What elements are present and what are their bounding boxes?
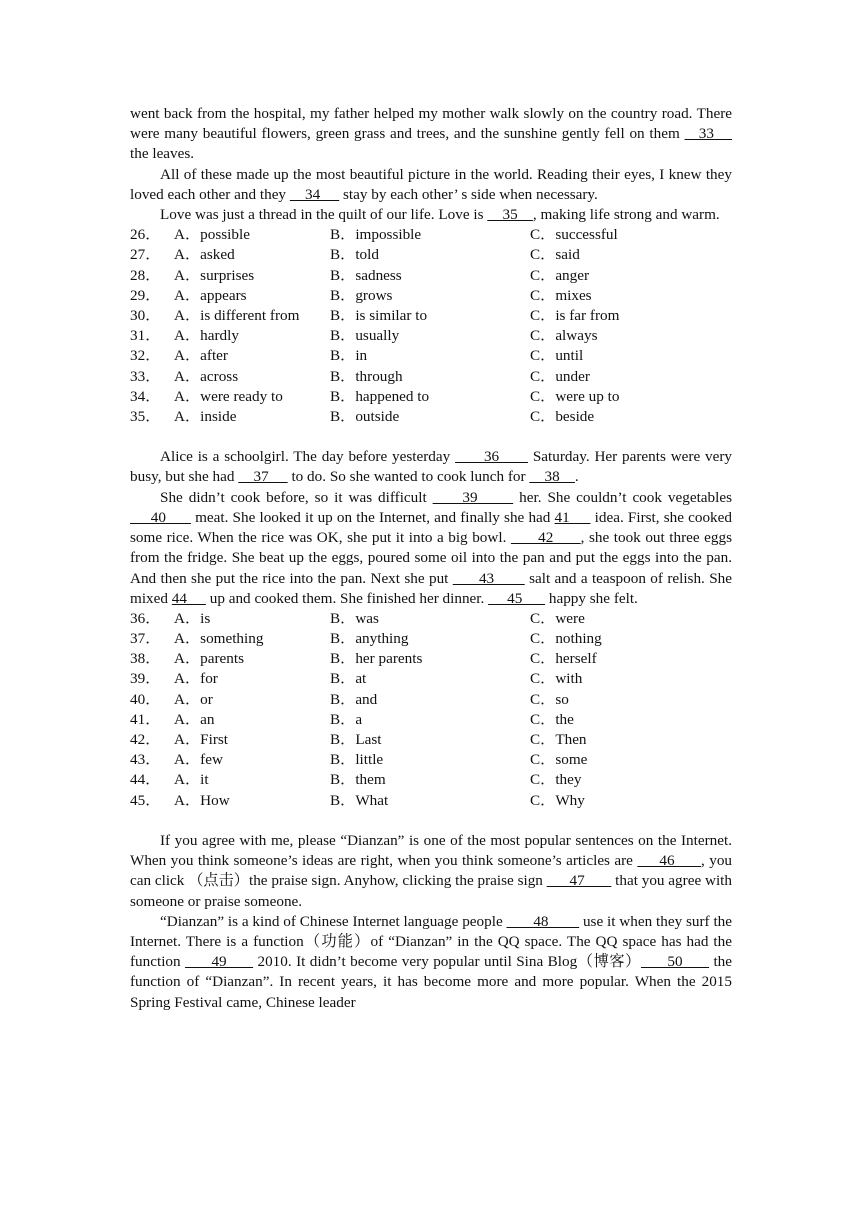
option-c: C．until xyxy=(530,347,584,365)
blank-42: 42 xyxy=(510,529,581,547)
option-row: 43． A．few B．little C．some xyxy=(130,750,732,770)
option-b: B．her parents xyxy=(330,650,423,668)
option-row: 38． A．parents B．her parents C．herself xyxy=(130,649,732,669)
section-spacer xyxy=(130,811,732,831)
option-a: A．were ready to xyxy=(174,387,283,405)
option-b: B．at xyxy=(330,670,367,688)
option-row: 34． A．were ready to B．happened to C．were up to xyxy=(130,387,732,407)
blank-39: 39 xyxy=(432,488,514,506)
passage3-paragraph2: “Dianzan” is a kind of Chinese Internet language people 48 use it when they surf the Internet. There is a function（功能）of “Dianzan” in the QQ space. The QQ space has had the function 49 2010. It didn’t become very popular until Sina Blog（博客） 50 the function of “Dianzan”. In recent years, it has become more and more popular. When the 2015 Spring Festival came, Chinese leader xyxy=(130,912,733,1011)
option-b: B．outside xyxy=(330,407,400,425)
blank-44: 44 xyxy=(171,589,206,607)
option-row: 29． A．appears B．grows C．mixes xyxy=(130,286,732,306)
passage2-paragraph1: Alice is a schoolgirl. The day before yesterday 36 Saturday. Her parents were very busy, but she had 37 to do. So she wanted to cook lunch for 38 . xyxy=(130,448,732,486)
blank-34: 34 xyxy=(289,185,340,203)
option-c: C．with xyxy=(530,670,583,688)
option-c: C．herself xyxy=(530,650,597,668)
option-c: C．nothing xyxy=(530,630,602,648)
blank-43: 43 xyxy=(452,569,525,587)
blank-37: 37 xyxy=(238,468,288,486)
blank-35: 35 xyxy=(487,206,533,224)
option-c: C．some xyxy=(530,751,588,769)
option-a: A．something xyxy=(174,630,264,648)
option-b: B．Last xyxy=(330,731,382,749)
option-a: A．inside xyxy=(174,407,237,425)
option-c: C．mixes xyxy=(530,286,592,304)
option-a: A．surprises xyxy=(174,266,255,284)
option-b: B．is similar to xyxy=(330,306,428,324)
blank-36: 36 xyxy=(455,448,529,466)
blank-38: 38 xyxy=(529,468,575,486)
option-b: B．anything xyxy=(330,630,409,648)
option-a: A．after xyxy=(174,347,228,365)
option-b: B．happened to xyxy=(330,387,430,405)
passage1-paragraph2: All of these made up the most beautiful picture in the world. Reading their eyes, I knew they loved each other and they 34 stay by each other’ s side when necessary. xyxy=(130,165,732,203)
option-b: B．told xyxy=(330,246,379,264)
option-b: B．and xyxy=(330,690,378,708)
option-row: 42． A．First B．Last C．Then xyxy=(130,730,732,750)
option-a: A．First xyxy=(174,731,229,749)
passage2-paragraph2: She didn’t cook before, so it was difficult 39 her. She couldn’t cook vegetables 40 meat. She looked it up on the Internet, and finally she had 41 idea. First, she cooked some rice. When the rice was OK, she put it into a big bowl. 42 , she took out three eggs from the fridge. She beat up the eggs, poured some oil into the pan and put the eggs into the pan. And then she put the rice into the pan. Next she put 43 salt and a teaspoon of relish. She mixed 44 up and cooked them. She finished her dinner. 45 happy she felt. xyxy=(130,488,733,607)
option-a: A．possible xyxy=(174,226,250,244)
option-a: A．for xyxy=(174,670,218,688)
document-page xyxy=(130,104,732,1013)
option-c: C．were xyxy=(530,609,585,627)
option-row: 32． A．after B．in C．until xyxy=(130,346,732,366)
option-row: 31． A．hardly B．usually C．always xyxy=(130,326,732,346)
option-c: C．Why xyxy=(530,791,585,809)
option-row: 30． A．is different from B．is similar to C．is far from xyxy=(130,306,732,326)
blank-45: 45 xyxy=(488,589,546,607)
option-b: B．them xyxy=(330,771,386,789)
option-c: C．anger xyxy=(530,266,590,284)
option-b: B．in xyxy=(330,347,368,365)
option-c: C．successful xyxy=(530,226,618,244)
passage1-paragraph3: Love was just a thread in the quilt of our life. Love is 35 , making life strong and warm. xyxy=(160,206,720,224)
option-a: A．across xyxy=(174,367,239,385)
option-b: B．a xyxy=(330,710,363,728)
option-a: A．parents xyxy=(174,650,245,668)
option-a: A．few xyxy=(174,751,223,769)
blank-41: 41 xyxy=(554,508,591,526)
option-c: C．Then xyxy=(530,731,587,749)
option-b: B．sadness xyxy=(330,266,402,284)
option-c: C．is far from xyxy=(530,306,620,324)
option-c: C．always xyxy=(530,327,598,345)
option-a: A．an xyxy=(174,710,215,728)
option-b: B．What xyxy=(330,791,389,809)
option-row: 40． A．or B．and C．so xyxy=(130,690,732,710)
option-b: B．impossible xyxy=(330,226,422,244)
option-b: B．usually xyxy=(330,327,400,345)
option-a: A．or xyxy=(174,690,213,708)
option-a: A．is different from xyxy=(174,306,300,324)
option-row: 36． A．is B．was C．were xyxy=(130,609,732,629)
options-list-2 xyxy=(130,609,732,811)
option-c: C．beside xyxy=(530,407,595,425)
option-row: 27． A．asked B．told C．said xyxy=(130,245,732,265)
option-a: A．it xyxy=(174,771,209,789)
option-a: A．asked xyxy=(174,246,235,264)
passage3-paragraph1: If you agree with me, please “Dianzan” is one of the most popular sentences on the Internet. When you think someone’s ideas are right, when you think someone’s articles are 46 , you can click （点击）the praise sign. Anyhow, clicking the praise sign 47 that you agree with someone or praise someone. xyxy=(130,831,733,910)
blank-33: 33 xyxy=(684,125,733,143)
section-spacer xyxy=(130,427,732,447)
option-b: B．through xyxy=(330,367,403,385)
option-row: 28． A．surprises B．sadness C．anger xyxy=(130,266,732,286)
option-row: 37． A．something B．anything C．nothing xyxy=(130,629,732,649)
blank-47: 47 xyxy=(546,872,612,890)
option-row: 26． A．possible B．impossible C．successful xyxy=(130,225,732,245)
options-list-1 xyxy=(130,225,732,427)
option-c: C．they xyxy=(530,771,582,789)
option-row: 44． A．it B．them C．they xyxy=(130,770,732,790)
blank-40: 40 xyxy=(130,508,191,526)
option-a: A．How xyxy=(174,791,230,809)
passage1-paragraph1: went back from the hospital, my father helped my mother walk slowly on the country road. There were many beautiful flowers, green grass and trees, and the sunshine gently fell on them 33 the leaves. xyxy=(130,105,733,163)
option-c: C．the xyxy=(530,710,574,728)
option-row: 35． A．inside B．outside C．beside xyxy=(130,407,732,427)
blank-49: 49 xyxy=(185,953,254,971)
option-a: A．hardly xyxy=(174,327,239,345)
option-c: C．under xyxy=(530,367,590,385)
option-row: 39． A．for B．at C．with xyxy=(130,669,732,689)
option-b: B．little xyxy=(330,751,384,769)
option-c: C．were up to xyxy=(530,387,620,405)
option-c: C．so xyxy=(530,690,569,708)
option-a: A．appears xyxy=(174,286,247,304)
blank-50: 50 xyxy=(640,953,710,971)
option-row: 45． A．How B．What C．Why xyxy=(130,791,732,811)
option-b: B．grows xyxy=(330,286,393,304)
option-row: 33． A．across B．through C．under xyxy=(130,367,732,387)
option-row: 41． A．an B．a C．the xyxy=(130,710,732,730)
option-c: C．said xyxy=(530,246,580,264)
option-a: A．is xyxy=(174,609,211,627)
blank-46: 46 xyxy=(637,852,702,870)
option-b: B．was xyxy=(330,609,379,627)
blank-48: 48 xyxy=(506,912,580,930)
